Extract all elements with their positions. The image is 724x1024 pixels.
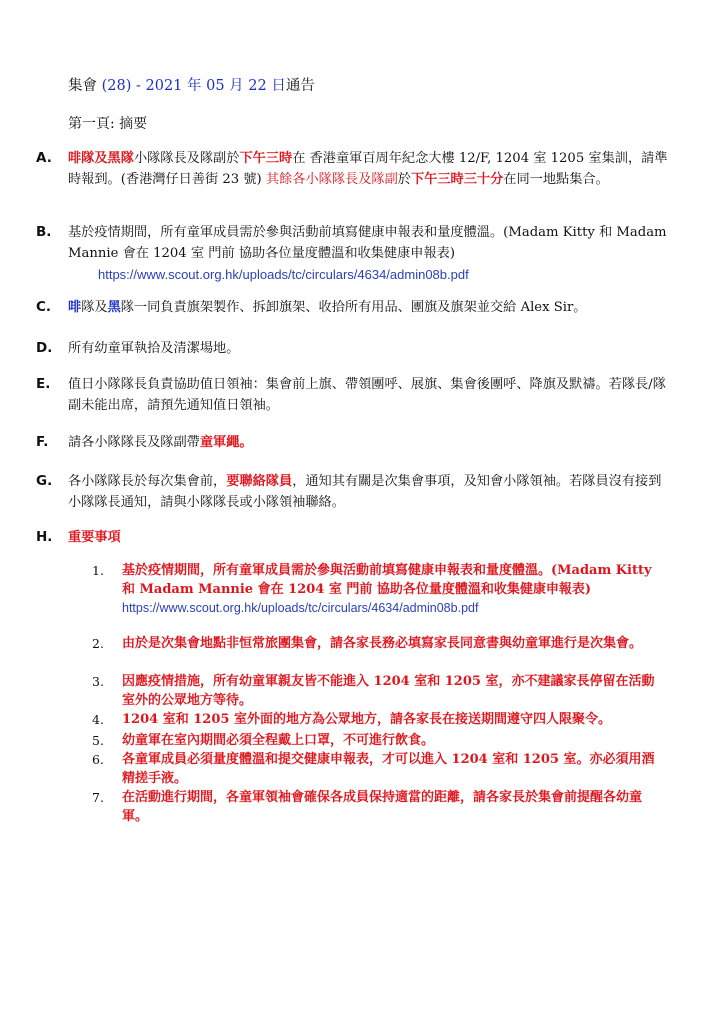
item-c-text: 啡隊及黑隊一同負責旗架製作、拆卸旗架、收拾所有用品、團旗及旗架並交給 Alex Sir。 [68, 300, 587, 315]
health-form-link[interactable]: https://www.scout.org.hk/uploads/tc/circulars/4634/admin08b.pdf [98, 267, 469, 282]
important-item-text: 幼童軍在室內期間必須全程戴上口罩，不可進行飲食。 [122, 733, 435, 748]
item-e-text: 值日小隊隊長負責協助值日領袖：集會前上旗、帶領團呼、展旗、集會後團呼、降旗及默禱。若隊長/隊副未能出席，請預先通知值日領袖。 [68, 377, 666, 413]
item-letter: B. [36, 224, 52, 240]
notice-page: 集會 (28) - 2021 年 05 月 22 日通告 第一頁: 摘要 A. 啡隊及黑隊小隊隊長及隊副於下午三時在 香港童軍百周年紀念大樓 12/F, 1204 室 1205 室集訓，請準時報到。(香港灣仔日善街 23 號) 其餘各小隊隊長及隊副於下午三時三十分在同一地點集合。 B. 基於疫情期間，所有童軍成員需於參與活動前填寫健康申報表和量度體溫。(Madam Kitty 和 Madam Mannie 會在 1204 室 門前 協助各位量度體溫和收集健康申報表) https://www.scout.org.hk/uploads/tc/circulars/4634/admin08b.pdf C. 啡隊及黑隊一同負責旗架製作、拆卸旗架、收拾所有用品、團旗及旗架並交給 Alex Sir。 D. 所有幼童軍執拾及清潔場地。 E. 值日小隊隊長負責協助值日領袖：集會前上旗、帶領團呼、展旗、集會後團呼、降旗及默禱。若隊長/隊副未能出席，請預先通知值日領袖。 F. 請各小隊隊長及隊副帶童軍繩。 G. 各小隊隊長於每次集會前，要聯絡隊員，通知其有關是次集會事項，及知會小隊領袖。若隊員沒有接到小隊隊長通知，請與小隊隊長或小隊領袖聯絡。 H. 重要事項 1. 基於疫情期間，所有童軍成員需於參與活動前填寫健康申報表和量度體溫。(Madam Kitty 和 Madam Mannie 會在 1204 室 門前 協助各位量度體溫和收集健康申報表) https://www.scout.org.hk/uploads/tc/circulars/4634/admin08b.pdf 2. 由於是次集會地點非恒常旅團集會，請各家長務必填寫家長同意書與幼童軍進行是次集會。 3. 因應疫情措施，所有幼童軍親友皆不能進入 1204 室和 1205 室，亦不建議家長停留在活動室外的公眾地方等待。 4. 1204 室和 1205 室外面的地方為公眾地方，請各家長在接送期間遵守四人限聚令。 5. 幼童軍在室內期間必須全程戴上口罩，不可進行飲食。 6. 各童軍成員必須量度體溫和提交健康申報表，才可以進入 1204 室和 1205 室。亦必須用酒精搓手液。 7. 在活動進行期間，各童軍領袖會確保各成員保持適當的距離，請各家長於集會前提醒各幼童軍。 [0, 0, 724, 1024]
item-f-text: 請各小隊隊長及隊副帶童軍繩。 [68, 435, 253, 450]
title-date: 2021 年 05 月 22 日 [145, 78, 286, 94]
title-suffix: 通告 [285, 78, 315, 94]
item-a-text: 啡隊及黑隊小隊隊長及隊副於下午三時在 香港童軍百周年紀念大樓 12/F, 1204 室 1205 室集訓，請準時報到。(香港灣仔日善街 23 號) 其餘各小隊隊長及隊副於下午三時三十分在同一地點集合。 [68, 151, 668, 187]
item-letter: C. [36, 299, 52, 315]
important-item-text: 各童軍成員必須量度體溫和提交健康申報表，才可以進入 1204 室和 1205 室。亦必須用酒精搓手液。 [122, 752, 655, 786]
important-item-text: 1204 室和 1205 室外面的地方為公眾地方，請各家長在接送期間遵守四人限聚令。 [122, 712, 611, 727]
item-letter: G. [36, 473, 53, 489]
item-d-text: 所有幼童軍執拾及清潔場地。 [68, 341, 240, 356]
important-heading: 重要事項 [68, 530, 121, 545]
item-letter: D. [36, 340, 53, 356]
item-letter: A. [36, 150, 52, 166]
item-letter: H. [36, 529, 53, 545]
important-item-text: 基於疫情期間，所有童軍成員需於參與活動前填寫健康申報表和量度體溫。(Madam Kitty 和 Madam Mannie 會在 1204 室 門前 協助各位量度體溫和收集健康申報表) [122, 563, 652, 597]
summary-heading: 第一頁: 摘要 [68, 116, 148, 132]
item-letter: E. [36, 376, 51, 392]
important-item-text: 在活動進行期間，各童軍領袖會確保各成員保持適當的距離，請各家長於集會前提醒各幼童軍。 [122, 790, 643, 824]
title-prefix: 集會 [68, 78, 97, 94]
important-item-text: 由於是次集會地點非恒常旅團集會，請各家長務必填寫家長同意書與幼童軍進行是次集會。 [122, 636, 643, 651]
title-number: (28) - [101, 78, 141, 94]
important-item-text: 因應疫情措施，所有幼童軍親友皆不能進入 1204 室和 1205 室，亦不建議家長停留在活動室外的公眾地方等待。 [122, 674, 655, 708]
item-g-text: 各小隊隊長於每次集會前，要聯絡隊員，通知其有關是次集會事項，及知會小隊領袖。若隊員沒有接到小隊隊長通知，請與小隊隊長或小隊領袖聯絡。 [68, 474, 662, 510]
notice-title [68, 74, 315, 95]
item-letter: F. [36, 434, 49, 450]
health-form-link-2[interactable]: https://www.scout.org.hk/uploads/tc/circulars/4634/admin08b.pdf [122, 601, 479, 615]
item-b-text: 基於疫情期間，所有童軍成員需於參與活動前填寫健康申報表和量度體溫。(Madam Kitty 和 Madam Mannie 會在 1204 室 門前 協助各位量度體溫和收集健康申報表) [68, 225, 667, 261]
